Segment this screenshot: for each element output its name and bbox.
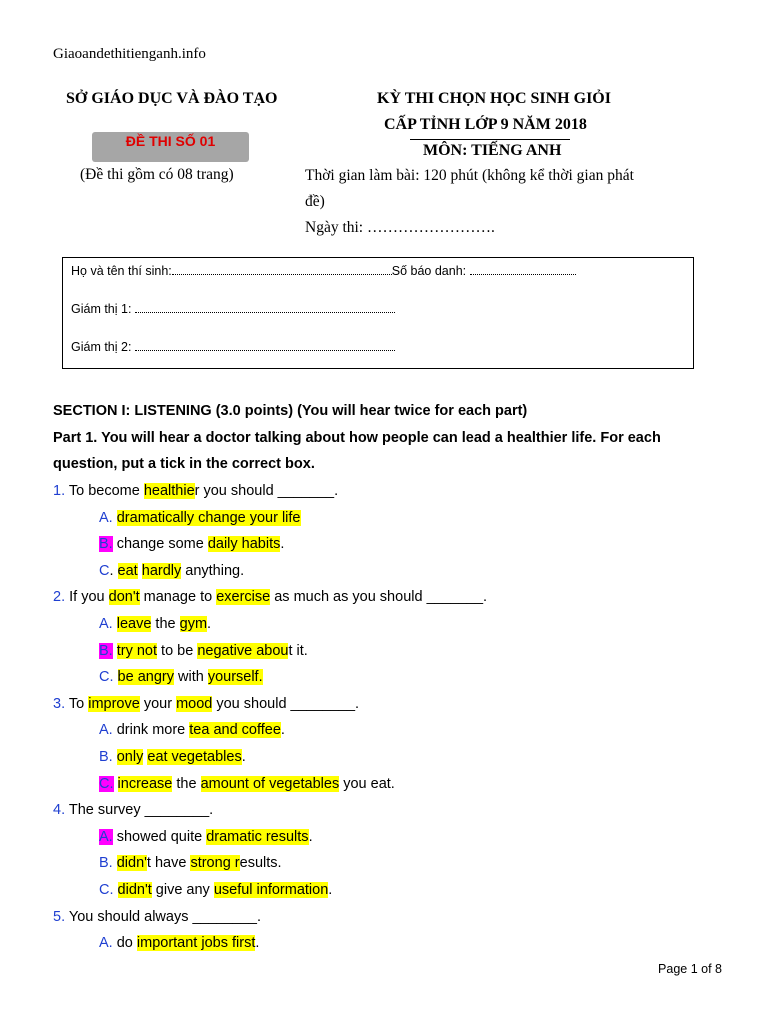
proctor1-row xyxy=(71,302,395,316)
page-number: Page 1 of 8 xyxy=(658,962,722,976)
option-label: A. xyxy=(99,616,113,632)
answer-option[interactable] xyxy=(99,643,308,659)
option-text: t have xyxy=(146,855,191,872)
question-text: If you xyxy=(69,589,109,606)
option-text xyxy=(114,669,118,685)
option-label: B. xyxy=(99,536,113,553)
question-text: don't xyxy=(108,589,140,606)
question-5 xyxy=(53,909,261,925)
option-text: important jobs first xyxy=(136,935,256,952)
question-text: you should ________. xyxy=(212,695,360,712)
pages-note: (Đề thi gồm có 08 trang) xyxy=(80,166,234,183)
question-1 xyxy=(53,483,338,499)
proctor2-field[interactable] xyxy=(135,340,395,351)
option-text: . xyxy=(241,749,246,765)
option-text: esults. xyxy=(239,855,282,872)
exam-title-line1: KỲ THI CHỌN HỌC SINH GIỎI xyxy=(377,90,611,107)
option-label: B. xyxy=(99,642,113,659)
answer-option[interactable] xyxy=(99,882,332,898)
time-note-line2: đề) xyxy=(305,193,325,210)
option-label: C. xyxy=(99,882,114,898)
answer-option[interactable] xyxy=(99,749,246,765)
option-text: increase xyxy=(117,775,173,792)
option-text: be angry xyxy=(117,669,174,686)
option-text: only xyxy=(116,749,144,765)
section-title: SECTION I: LISTENING (3.0 points) (You will hear twice for each part) xyxy=(53,403,528,419)
exam-title-line2: CẤP TỈNH LỚP 9 NĂM 2018 xyxy=(384,116,587,133)
time-note-line1: Thời gian làm bài: 120 phút (không kể thời gian phát xyxy=(305,167,634,184)
option-text: useful information xyxy=(213,882,329,898)
option-text: tea and coffee xyxy=(189,722,281,739)
answer-option[interactable] xyxy=(99,722,285,738)
question-text: as much as you should _______. xyxy=(270,589,488,606)
option-label: A. xyxy=(99,722,113,739)
question-number: 4. xyxy=(53,802,66,819)
option-label: B. xyxy=(99,855,113,872)
option-text: dramatically change your life xyxy=(116,509,301,526)
candidate-id-label: Số báo danh: xyxy=(391,264,467,278)
option-text: . xyxy=(109,562,118,579)
option-text: didn't xyxy=(117,882,152,898)
part-instruction-line2: question, put a tick in the correct box. xyxy=(53,456,315,472)
option-text: you eat. xyxy=(339,775,395,792)
department-name: SỞ GIÁO DỤC VÀ ĐÀO TẠO xyxy=(66,90,278,107)
answer-option[interactable] xyxy=(99,510,301,526)
option-text: drink more xyxy=(112,722,190,739)
question-text: The survey ________. xyxy=(68,802,214,819)
option-text: strong r xyxy=(190,855,240,872)
option-text: yourself. xyxy=(207,669,263,686)
question-4 xyxy=(53,802,213,818)
exam-code: ĐỀ THI SỐ 01 xyxy=(125,133,216,149)
question-text: r you should _______. xyxy=(194,483,339,499)
option-text: gym xyxy=(179,616,208,632)
option-text: change some xyxy=(112,536,208,553)
candidate-id-field[interactable] xyxy=(470,264,576,275)
question-text: exercise xyxy=(216,589,271,606)
option-text: daily habits xyxy=(207,536,281,553)
answer-option[interactable] xyxy=(99,829,313,845)
question-text: your xyxy=(139,695,177,712)
question-text: improve xyxy=(88,695,140,712)
option-label: B. xyxy=(99,749,113,765)
option-label: C xyxy=(99,562,110,579)
question-text: healthie xyxy=(143,483,195,499)
option-text: the xyxy=(151,616,180,632)
option-text xyxy=(114,776,118,792)
exam-code-badge xyxy=(92,132,249,162)
title-divider xyxy=(410,139,570,140)
question-text: To become xyxy=(68,483,144,499)
option-text: eat vegetables xyxy=(147,749,242,765)
answer-option[interactable] xyxy=(99,776,395,792)
answer-option[interactable] xyxy=(99,536,284,552)
option-text: give any xyxy=(151,882,214,898)
question-text: You should always ________. xyxy=(68,908,262,925)
candidate-name-field[interactable] xyxy=(172,264,392,275)
option-text: . xyxy=(280,722,285,739)
candidate-name-label: Họ và tên thí sinh: xyxy=(71,264,172,278)
option-text: do xyxy=(112,935,137,952)
option-text: negative abou xyxy=(197,642,289,659)
question-text: mood xyxy=(176,695,213,712)
proctor1-label: Giám thị 1: xyxy=(71,302,132,316)
option-text: showed quite xyxy=(112,828,207,845)
option-text: hardly xyxy=(141,562,182,579)
candidate-info-box xyxy=(62,257,694,369)
proctor1-field[interactable] xyxy=(135,302,395,313)
proctor2-label: Giám thị 2: xyxy=(71,340,132,354)
answer-option[interactable] xyxy=(99,855,282,871)
answer-option[interactable] xyxy=(99,563,244,579)
option-text: leave xyxy=(116,616,152,632)
question-3 xyxy=(53,696,359,712)
option-label: A. xyxy=(99,509,113,526)
option-text: amount of vegetables xyxy=(200,775,340,792)
option-label: C. xyxy=(99,669,114,686)
option-label: A. xyxy=(99,828,113,845)
subject-title: MÔN: TIẾNG ANH xyxy=(423,142,562,159)
option-text: try not xyxy=(116,642,158,659)
part-instruction-line1: Part 1. You will hear a doctor talking about how people can lead a healthier life. For each xyxy=(53,430,661,446)
question-number: 1. xyxy=(53,483,66,499)
option-text: dramatic results xyxy=(206,828,309,845)
question-number: 2. xyxy=(53,589,66,606)
exam-date: Ngày thi: ……………………. xyxy=(305,219,495,236)
option-text: . xyxy=(255,935,260,952)
option-text: anything. xyxy=(181,562,245,579)
answer-option[interactable] xyxy=(99,616,211,632)
option-label: C. xyxy=(99,775,114,792)
option-label: A. xyxy=(99,935,113,952)
option-text: . xyxy=(328,882,333,898)
option-text: with xyxy=(173,669,208,686)
option-text: eat xyxy=(117,562,138,579)
question-number: 5. xyxy=(53,908,66,925)
option-text: . xyxy=(207,616,212,632)
option-text: t it. xyxy=(288,642,308,659)
question-2 xyxy=(53,589,487,605)
candidate-name-row xyxy=(71,264,576,278)
question-number: 3. xyxy=(53,695,66,712)
option-text: . xyxy=(280,536,285,553)
option-text: didn' xyxy=(116,855,147,872)
option-text: to be xyxy=(157,642,198,659)
site-name: Giaoandethitienganh.info xyxy=(53,46,206,62)
option-text xyxy=(114,882,118,898)
answer-option[interactable] xyxy=(99,669,263,685)
option-text: the xyxy=(172,775,201,792)
question-text: To xyxy=(68,695,89,712)
answer-option[interactable] xyxy=(99,935,259,951)
proctor2-row xyxy=(71,340,395,354)
option-text: . xyxy=(308,828,313,845)
question-text: manage to xyxy=(139,589,217,606)
